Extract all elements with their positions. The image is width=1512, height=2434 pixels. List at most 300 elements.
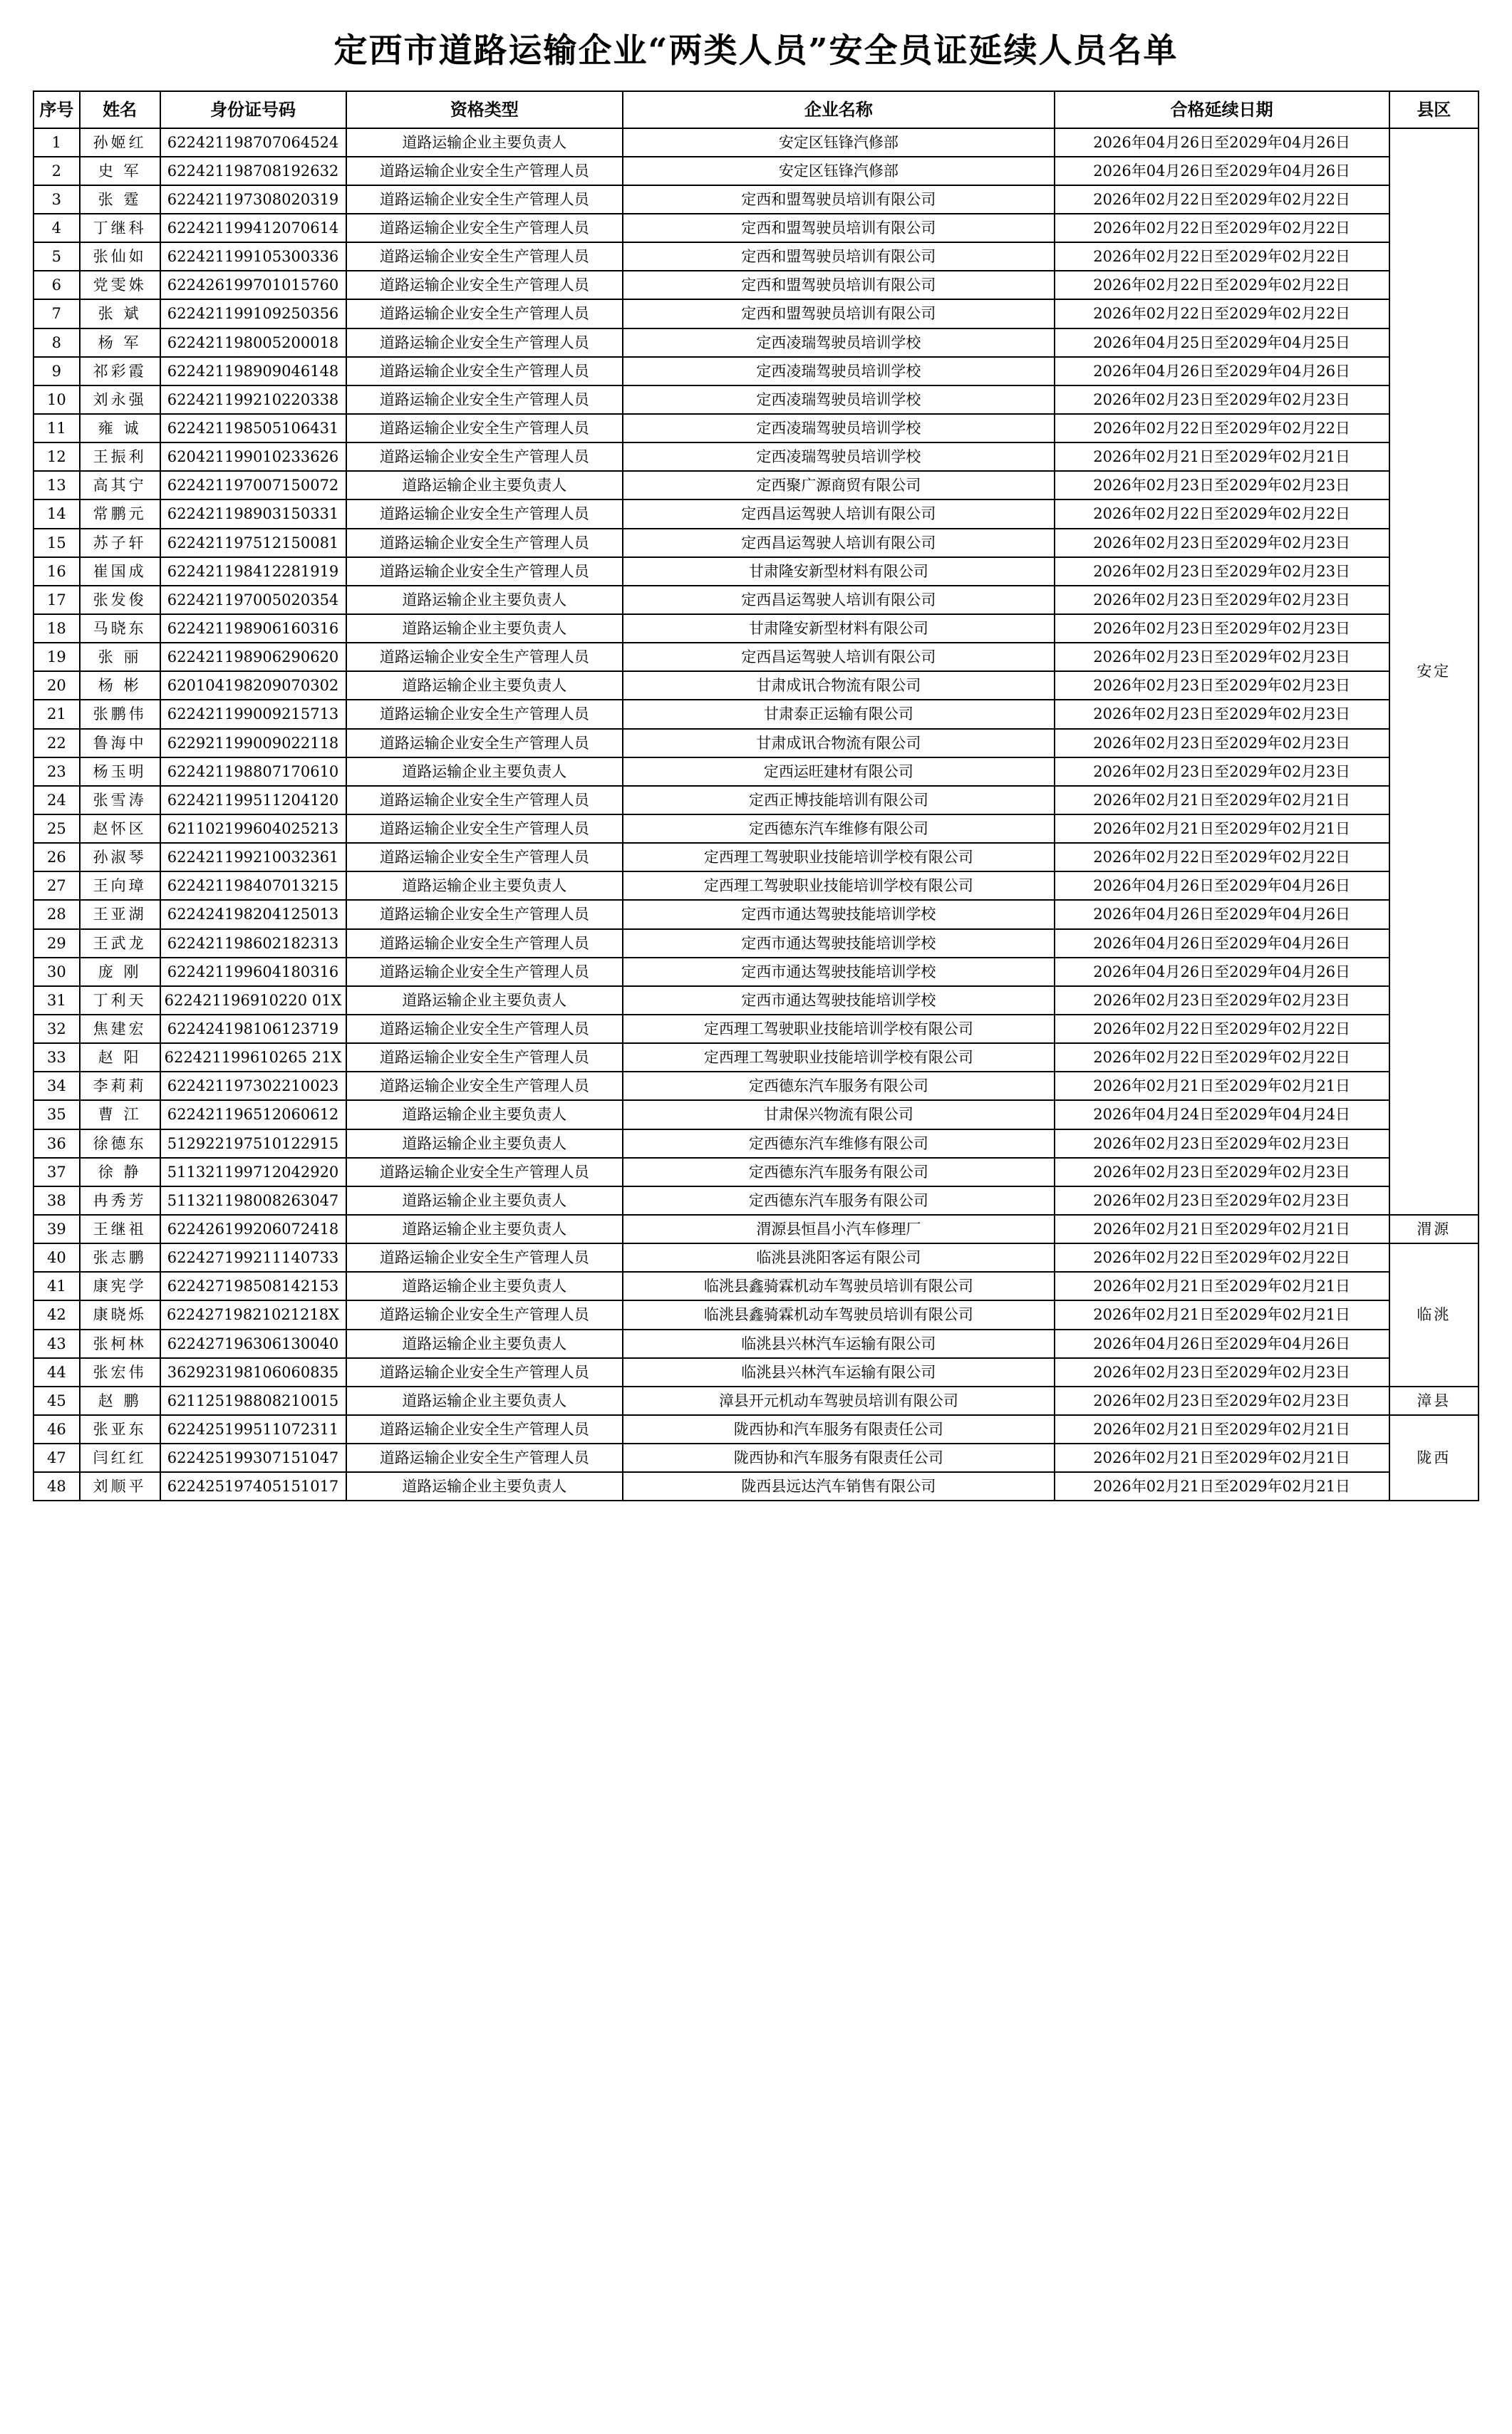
cell-valid-period: 2026年02月22日至2029年02月22日: [1055, 185, 1389, 214]
table-row: [33, 1015, 1479, 1043]
cell-qualification-type: 道路运输企业主要负责人: [346, 1387, 623, 1415]
cell-qualification-type: 道路运输企业安全生产管理人员: [346, 929, 623, 958]
cell-index: 19: [33, 643, 80, 671]
cell-name: 赵 鹏: [80, 1387, 160, 1415]
cell-qualification-type: 道路运输企业安全生产管理人员: [346, 271, 623, 299]
table-row: [33, 357, 1479, 385]
cell-name: 丁利天: [80, 986, 160, 1015]
cell-valid-period: 2026年04月24日至2029年04月24日: [1055, 1100, 1389, 1129]
cell-id-number: 622427196306130040: [160, 1330, 346, 1358]
cell-valid-period: 2026年02月23日至2029年02月23日: [1055, 1158, 1389, 1186]
cell-valid-period: 2026年02月23日至2029年02月23日: [1055, 643, 1389, 671]
cell-id-number: 512922197510122915: [160, 1129, 346, 1158]
table-row: [33, 1043, 1479, 1072]
cell-index: 48: [33, 1472, 80, 1501]
table-row: [33, 1272, 1479, 1300]
cell-id-number: 362923198106060835: [160, 1358, 346, 1387]
table-row: [33, 1215, 1479, 1243]
page-title: 定西市道路运输企业“两类人员”安全员证延续人员名单: [333, 31, 1179, 71]
cell-id-number: 622421198602182313: [160, 929, 346, 958]
cell-index: 9: [33, 357, 80, 385]
cell-enterprise: 渭源县恒昌小汽车修理厂: [623, 1215, 1055, 1243]
cell-id-number: 622421199105300336: [160, 242, 346, 271]
cell-valid-period: 2026年02月22日至2029年02月22日: [1055, 242, 1389, 271]
cell-enterprise: 甘肃泰正运输有限公司: [623, 700, 1055, 728]
cell-id-number: 622425199511072311: [160, 1415, 346, 1444]
cell-id-number: 622426199701015760: [160, 271, 346, 299]
table-row: [33, 929, 1479, 958]
cell-qualification-type: 道路运输企业主要负责人: [346, 671, 623, 700]
cell-index: 11: [33, 414, 80, 442]
cell-enterprise: 临洮县鑫骑霖机动车驾驶员培训有限公司: [623, 1272, 1055, 1300]
table-row: [33, 557, 1479, 586]
table-row: [33, 1358, 1479, 1387]
cell-enterprise: 甘肃隆安新型材料有限公司: [623, 557, 1055, 586]
cell-index: 38: [33, 1186, 80, 1215]
cell-enterprise: 临洮县兴林汽车运输有限公司: [623, 1330, 1055, 1358]
cell-name: 张雪涛: [80, 786, 160, 814]
cell-id-number: 62242719821021218X: [160, 1300, 346, 1329]
cell-id-number: 622421199210032361: [160, 843, 346, 871]
cell-qualification-type: 道路运输企业安全生产管理人员: [346, 1243, 623, 1272]
cell-id-number: 622421198707064524: [160, 128, 346, 157]
cell-id-number: 622421198005200018: [160, 328, 346, 357]
cell-id-number: 622421196512060612: [160, 1100, 346, 1129]
cell-id-number: 622421199604180316: [160, 958, 346, 986]
cell-name: 苏子轩: [80, 529, 160, 557]
cell-valid-period: 2026年02月22日至2029年02月22日: [1055, 1015, 1389, 1043]
cell-index: 39: [33, 1215, 80, 1243]
cell-index: 10: [33, 385, 80, 414]
cell-valid-period: 2026年02月21日至2029年02月21日: [1055, 1444, 1389, 1472]
cell-enterprise: 定西市通达驾驶技能培训学校: [623, 900, 1055, 928]
cell-index: 7: [33, 299, 80, 328]
table-row: [33, 385, 1479, 414]
roster-body: [33, 128, 1479, 1501]
cell-enterprise: 定西昌运驾驶人培训有限公司: [623, 529, 1055, 557]
cell-name: 张发俊: [80, 586, 160, 614]
cell-valid-period: 2026年02月21日至2029年02月21日: [1055, 1215, 1389, 1243]
column-header-enterprise: 企业名称: [623, 91, 1055, 128]
column-header-index: 序号: [33, 91, 80, 128]
cell-enterprise: 定西理工驾驶职业技能培训学校有限公司: [623, 1015, 1055, 1043]
cell-id-number: 622421199210220338: [160, 385, 346, 414]
table-row: [33, 1243, 1479, 1272]
cell-id-number: 622421197005020354: [160, 586, 346, 614]
cell-qualification-type: 道路运输企业安全生产管理人员: [346, 557, 623, 586]
table-row: [33, 1158, 1479, 1186]
cell-id-number: 622421199109250356: [160, 299, 346, 328]
cell-id-number: 622421198407013215: [160, 871, 346, 900]
cell-enterprise: 漳县开元机动车驾驶员培训有限公司: [623, 1387, 1055, 1415]
cell-index: 30: [33, 958, 80, 986]
cell-enterprise: 甘肃成讯合物流有限公司: [623, 671, 1055, 700]
cell-name: 张鹏伟: [80, 700, 160, 728]
cell-valid-period: 2026年02月23日至2029年02月23日: [1055, 700, 1389, 728]
cell-name: 王武龙: [80, 929, 160, 958]
cell-index: 15: [33, 529, 80, 557]
cell-valid-period: 2026年02月23日至2029年02月23日: [1055, 557, 1389, 586]
cell-id-number: 622421197302210023: [160, 1072, 346, 1100]
cell-enterprise: 陇西协和汽车服务有限责任公司: [623, 1444, 1055, 1472]
cell-index: 2: [33, 157, 80, 185]
table-row: [33, 1387, 1479, 1415]
table-row: [33, 185, 1479, 214]
cell-id-number: 622421199412070614: [160, 214, 346, 242]
cell-name: 祁彩霞: [80, 357, 160, 385]
table-row: [33, 1300, 1479, 1329]
cell-name: 焦建宏: [80, 1015, 160, 1043]
column-header-valid-period: 合格延续日期: [1055, 91, 1389, 128]
table-row: [33, 328, 1479, 357]
cell-index: 36: [33, 1129, 80, 1158]
cell-qualification-type: 道路运输企业主要负责人: [346, 1129, 623, 1158]
cell-qualification-type: 道路运输企业主要负责人: [346, 1472, 623, 1501]
cell-index: 42: [33, 1300, 80, 1329]
cell-valid-period: 2026年04月26日至2029年04月26日: [1055, 128, 1389, 157]
cell-index: 43: [33, 1330, 80, 1358]
cell-valid-period: 2026年04月26日至2029年04月26日: [1055, 958, 1389, 986]
table-row: [33, 242, 1479, 271]
cell-name: 马晓东: [80, 614, 160, 643]
roster-table: [33, 90, 1479, 1501]
cell-name: 张亚东: [80, 1415, 160, 1444]
cell-valid-period: 2026年02月21日至2029年02月21日: [1055, 1472, 1389, 1501]
cell-id-number: 621125198808210015: [160, 1387, 346, 1415]
cell-id-number: 622421198412281919: [160, 557, 346, 586]
cell-name: 高其宁: [80, 471, 160, 499]
cell-valid-period: 2026年02月23日至2029年02月23日: [1055, 1358, 1389, 1387]
cell-name: 张宏伟: [80, 1358, 160, 1387]
cell-qualification-type: 道路运输企业安全生产管理人员: [346, 442, 623, 471]
cell-index: 47: [33, 1444, 80, 1472]
cell-enterprise: 定西昌运驾驶人培训有限公司: [623, 499, 1055, 528]
cell-valid-period: 2026年02月22日至2029年02月22日: [1055, 214, 1389, 242]
cell-qualification-type: 道路运输企业安全生产管理人员: [346, 242, 623, 271]
cell-id-number: 622421197308020319: [160, 185, 346, 214]
cell-valid-period: 2026年02月21日至2029年02月21日: [1055, 814, 1389, 843]
table-row: [33, 814, 1479, 843]
cell-qualification-type: 道路运输企业安全生产管理人员: [346, 900, 623, 928]
cell-qualification-type: 道路运输企业安全生产管理人员: [346, 385, 623, 414]
table-row: [33, 729, 1479, 757]
cell-name: 张 丽: [80, 643, 160, 671]
cell-name: 刘永强: [80, 385, 160, 414]
table-row: [33, 1415, 1479, 1444]
cell-district: 渭源: [1389, 1215, 1479, 1243]
cell-index: 41: [33, 1272, 80, 1300]
cell-id-number: 622921199009022118: [160, 729, 346, 757]
cell-index: 24: [33, 786, 80, 814]
cell-district: 临洮: [1389, 1243, 1479, 1387]
cell-enterprise: 陇西县远达汽车销售有限公司: [623, 1472, 1055, 1501]
cell-qualification-type: 道路运输企业主要负责人: [346, 1330, 623, 1358]
cell-index: 31: [33, 986, 80, 1015]
cell-index: 3: [33, 185, 80, 214]
cell-id-number: 622421196910220 01X: [160, 986, 346, 1015]
cell-enterprise: 定西凌瑞驾驶员培训学校: [623, 328, 1055, 357]
cell-index: 29: [33, 929, 80, 958]
cell-qualification-type: 道路运输企业安全生产管理人员: [346, 958, 623, 986]
cell-name: 张柯林: [80, 1330, 160, 1358]
column-header-name: 姓名: [80, 91, 160, 128]
cell-id-number: 622424198106123719: [160, 1015, 346, 1043]
cell-qualification-type: 道路运输企业主要负责人: [346, 614, 623, 643]
table-row: [33, 843, 1479, 871]
table-row: [33, 499, 1479, 528]
cell-name: 王继祖: [80, 1215, 160, 1243]
cell-index: 25: [33, 814, 80, 843]
cell-name: 闫红红: [80, 1444, 160, 1472]
cell-name: 张 斌: [80, 299, 160, 328]
cell-qualification-type: 道路运输企业主要负责人: [346, 1100, 623, 1129]
cell-qualification-type: 道路运输企业安全生产管理人员: [346, 814, 623, 843]
cell-name: 党雯姝: [80, 271, 160, 299]
cell-valid-period: 2026年02月23日至2029年02月23日: [1055, 671, 1389, 700]
cell-enterprise: 临洮县洮阳客运有限公司: [623, 1243, 1055, 1272]
cell-id-number: 620104198209070302: [160, 671, 346, 700]
cell-enterprise: 定西和盟驾驶员培训有限公司: [623, 271, 1055, 299]
cell-qualification-type: 道路运输企业主要负责人: [346, 986, 623, 1015]
cell-name: 王向璋: [80, 871, 160, 900]
cell-index: 45: [33, 1387, 80, 1415]
cell-index: 4: [33, 214, 80, 242]
cell-valid-period: 2026年04月26日至2029年04月26日: [1055, 871, 1389, 900]
cell-qualification-type: 道路运输企业安全生产管理人员: [346, 1158, 623, 1186]
cell-id-number: 622421198505106431: [160, 414, 346, 442]
cell-index: 12: [33, 442, 80, 471]
table-row: [33, 271, 1479, 299]
cell-index: 17: [33, 586, 80, 614]
table-row: [33, 299, 1479, 328]
cell-enterprise: 定西德东汽车服务有限公司: [623, 1072, 1055, 1100]
cell-valid-period: 2026年02月23日至2029年02月23日: [1055, 729, 1389, 757]
cell-enterprise: 定西凌瑞驾驶员培训学校: [623, 357, 1055, 385]
cell-name: 赵怀区: [80, 814, 160, 843]
cell-qualification-type: 道路运输企业主要负责人: [346, 871, 623, 900]
cell-enterprise: 定西凌瑞驾驶员培训学校: [623, 442, 1055, 471]
cell-enterprise: 定西聚广源商贸有限公司: [623, 471, 1055, 499]
cell-qualification-type: 道路运输企业主要负责人: [346, 1215, 623, 1243]
cell-qualification-type: 道路运输企业安全生产管理人员: [346, 700, 623, 728]
cell-index: 32: [33, 1015, 80, 1043]
cell-id-number: 621102199604025213: [160, 814, 346, 843]
cell-enterprise: 甘肃隆安新型材料有限公司: [623, 614, 1055, 643]
cell-name: 康宪学: [80, 1272, 160, 1300]
cell-valid-period: 2026年02月22日至2029年02月22日: [1055, 843, 1389, 871]
cell-valid-period: 2026年02月22日至2029年02月22日: [1055, 499, 1389, 528]
cell-index: 14: [33, 499, 80, 528]
cell-index: 23: [33, 757, 80, 786]
cell-qualification-type: 道路运输企业安全生产管理人员: [346, 1415, 623, 1444]
cell-id-number: 622421199610265 21X: [160, 1043, 346, 1072]
table-row: [33, 442, 1479, 471]
cell-qualification-type: 道路运输企业安全生产管理人员: [346, 414, 623, 442]
table-row: [33, 1100, 1479, 1129]
cell-index: 16: [33, 557, 80, 586]
cell-valid-period: 2026年02月23日至2029年02月23日: [1055, 529, 1389, 557]
cell-enterprise: 临洮县兴林汽车运输有限公司: [623, 1358, 1055, 1387]
cell-valid-period: 2026年02月23日至2029年02月23日: [1055, 385, 1389, 414]
cell-valid-period: 2026年02月23日至2029年02月23日: [1055, 757, 1389, 786]
table-row: [33, 157, 1479, 185]
table-row: [33, 900, 1479, 928]
cell-qualification-type: 道路运输企业安全生产管理人员: [346, 1072, 623, 1100]
cell-qualification-type: 道路运输企业主要负责人: [346, 128, 623, 157]
cell-id-number: 622421198906160316: [160, 614, 346, 643]
cell-index: 1: [33, 128, 80, 157]
table-row: [33, 643, 1479, 671]
cell-enterprise: 甘肃保兴物流有限公司: [623, 1100, 1055, 1129]
cell-district: 漳县: [1389, 1387, 1479, 1415]
cell-enterprise: 定西运旺建材有限公司: [623, 757, 1055, 786]
cell-valid-period: 2026年04月26日至2029年04月26日: [1055, 929, 1389, 958]
cell-district: 陇西: [1389, 1415, 1479, 1501]
table-row: [33, 671, 1479, 700]
cell-name: 徐德东: [80, 1129, 160, 1158]
cell-qualification-type: 道路运输企业主要负责人: [346, 471, 623, 499]
cell-name: 杨 彬: [80, 671, 160, 700]
cell-id-number: 511321199712042920: [160, 1158, 346, 1186]
cell-id-number: 622427198508142153: [160, 1272, 346, 1300]
cell-valid-period: 2026年02月23日至2029年02月23日: [1055, 471, 1389, 499]
cell-enterprise: 定西昌运驾驶人培训有限公司: [623, 643, 1055, 671]
column-header-qualification-type: 资格类型: [346, 91, 623, 128]
cell-id-number: 622421199009215713: [160, 700, 346, 728]
cell-valid-period: 2026年02月23日至2029年02月23日: [1055, 586, 1389, 614]
cell-valid-period: 2026年04月26日至2029年04月26日: [1055, 157, 1389, 185]
table-row: [33, 529, 1479, 557]
cell-qualification-type: 道路运输企业安全生产管理人员: [346, 214, 623, 242]
cell-id-number: 622421198708192632: [160, 157, 346, 185]
cell-enterprise: 定西理工驾驶职业技能培训学校有限公司: [623, 843, 1055, 871]
table-row: [33, 786, 1479, 814]
cell-id-number: 622427199211140733: [160, 1243, 346, 1272]
cell-id-number: 622424198204125013: [160, 900, 346, 928]
table-row: [33, 1186, 1479, 1215]
cell-qualification-type: 道路运输企业主要负责人: [346, 586, 623, 614]
table-row: [33, 471, 1479, 499]
cell-name: 张 霆: [80, 185, 160, 214]
cell-valid-period: 2026年02月21日至2029年02月21日: [1055, 1415, 1389, 1444]
cell-index: 37: [33, 1158, 80, 1186]
cell-valid-period: 2026年02月22日至2029年02月22日: [1055, 271, 1389, 299]
cell-qualification-type: 道路运输企业安全生产管理人员: [346, 729, 623, 757]
cell-name: 李莉莉: [80, 1072, 160, 1100]
cell-enterprise: 定西市通达驾驶技能培训学校: [623, 958, 1055, 986]
cell-enterprise: 定西昌运驾驶人培训有限公司: [623, 586, 1055, 614]
cell-name: 丁继科: [80, 214, 160, 242]
cell-name: 杨玉明: [80, 757, 160, 786]
cell-enterprise: 安定区钰锋汽修部: [623, 128, 1055, 157]
column-header-district: 县区: [1389, 91, 1479, 128]
cell-name: 赵 阳: [80, 1043, 160, 1072]
cell-name: 常鹏元: [80, 499, 160, 528]
cell-name: 冉秀芳: [80, 1186, 160, 1215]
cell-index: 8: [33, 328, 80, 357]
cell-name: 庞 刚: [80, 958, 160, 986]
cell-valid-period: 2026年02月21日至2029年02月21日: [1055, 442, 1389, 471]
table-row: [33, 414, 1479, 442]
cell-valid-period: 2026年02月23日至2029年02月23日: [1055, 614, 1389, 643]
cell-enterprise: 定西德东汽车维修有限公司: [623, 814, 1055, 843]
cell-enterprise: 定西理工驾驶职业技能培训学校有限公司: [623, 871, 1055, 900]
cell-name: 徐 静: [80, 1158, 160, 1186]
table-row: [33, 614, 1479, 643]
cell-id-number: 511321198008263047: [160, 1186, 346, 1215]
cell-valid-period: 2026年02月23日至2029年02月23日: [1055, 1186, 1389, 1215]
cell-id-number: 622421198807170610: [160, 757, 346, 786]
cell-qualification-type: 道路运输企业主要负责人: [346, 1272, 623, 1300]
cell-name: 刘顺平: [80, 1472, 160, 1501]
table-row: [33, 871, 1479, 900]
cell-enterprise: 定西市通达驾驶技能培训学校: [623, 986, 1055, 1015]
cell-name: 杨 军: [80, 328, 160, 357]
cell-id-number: 622421199511204120: [160, 786, 346, 814]
table-row: [33, 700, 1479, 728]
cell-enterprise: 定西和盟驾驶员培训有限公司: [623, 299, 1055, 328]
cell-valid-period: 2026年02月21日至2029年02月21日: [1055, 1072, 1389, 1100]
cell-id-number: 622421197512150081: [160, 529, 346, 557]
cell-index: 40: [33, 1243, 80, 1272]
cell-enterprise: 定西凌瑞驾驶员培训学校: [623, 385, 1055, 414]
cell-qualification-type: 道路运输企业安全生产管理人员: [346, 157, 623, 185]
cell-index: 6: [33, 271, 80, 299]
cell-index: 34: [33, 1072, 80, 1100]
cell-name: 曹 江: [80, 1100, 160, 1129]
cell-enterprise: 定西理工驾驶职业技能培训学校有限公司: [623, 1043, 1055, 1072]
cell-index: 13: [33, 471, 80, 499]
cell-index: 20: [33, 671, 80, 700]
cell-valid-period: 2026年02月22日至2029年02月22日: [1055, 1243, 1389, 1272]
cell-enterprise: 定西德东汽车维修有限公司: [623, 1129, 1055, 1158]
cell-index: 28: [33, 900, 80, 928]
cell-qualification-type: 道路运输企业安全生产管理人员: [346, 328, 623, 357]
cell-qualification-type: 道路运输企业安全生产管理人员: [346, 1015, 623, 1043]
cell-index: 27: [33, 871, 80, 900]
cell-valid-period: 2026年02月23日至2029年02月23日: [1055, 1387, 1389, 1415]
cell-qualification-type: 道路运输企业安全生产管理人员: [346, 185, 623, 214]
table-row: [33, 1444, 1479, 1472]
cell-valid-period: 2026年02月22日至2029年02月22日: [1055, 1043, 1389, 1072]
cell-id-number: 622425199307151047: [160, 1444, 346, 1472]
cell-district: 安定: [1389, 128, 1479, 1215]
cell-id-number: 622421198903150331: [160, 499, 346, 528]
cell-id-number: 622421198906290620: [160, 643, 346, 671]
cell-name: 孙淑琴: [80, 843, 160, 871]
table-row: [33, 1129, 1479, 1158]
table-row: [33, 1072, 1479, 1100]
cell-enterprise: 定西市通达驾驶技能培训学校: [623, 929, 1055, 958]
cell-valid-period: 2026年02月22日至2029年02月22日: [1055, 299, 1389, 328]
cell-qualification-type: 道路运输企业安全生产管理人员: [346, 529, 623, 557]
cell-valid-period: 2026年02月22日至2029年02月22日: [1055, 414, 1389, 442]
cell-name: 史 军: [80, 157, 160, 185]
cell-valid-period: 2026年04月25日至2029年04月25日: [1055, 328, 1389, 357]
table-row: [33, 128, 1479, 157]
cell-valid-period: 2026年02月23日至2029年02月23日: [1055, 1129, 1389, 1158]
cell-qualification-type: 道路运输企业安全生产管理人员: [346, 643, 623, 671]
cell-valid-period: 2026年02月23日至2029年02月23日: [1055, 986, 1389, 1015]
cell-enterprise: 陇西协和汽车服务有限责任公司: [623, 1415, 1055, 1444]
cell-qualification-type: 道路运输企业主要负责人: [346, 1186, 623, 1215]
cell-index: 44: [33, 1358, 80, 1387]
cell-enterprise: 定西和盟驾驶员培训有限公司: [623, 185, 1055, 214]
cell-enterprise: 临洮县鑫骑霖机动车驾驶员培训有限公司: [623, 1300, 1055, 1329]
table-row: [33, 1472, 1479, 1501]
cell-index: 5: [33, 242, 80, 271]
cell-index: 18: [33, 614, 80, 643]
